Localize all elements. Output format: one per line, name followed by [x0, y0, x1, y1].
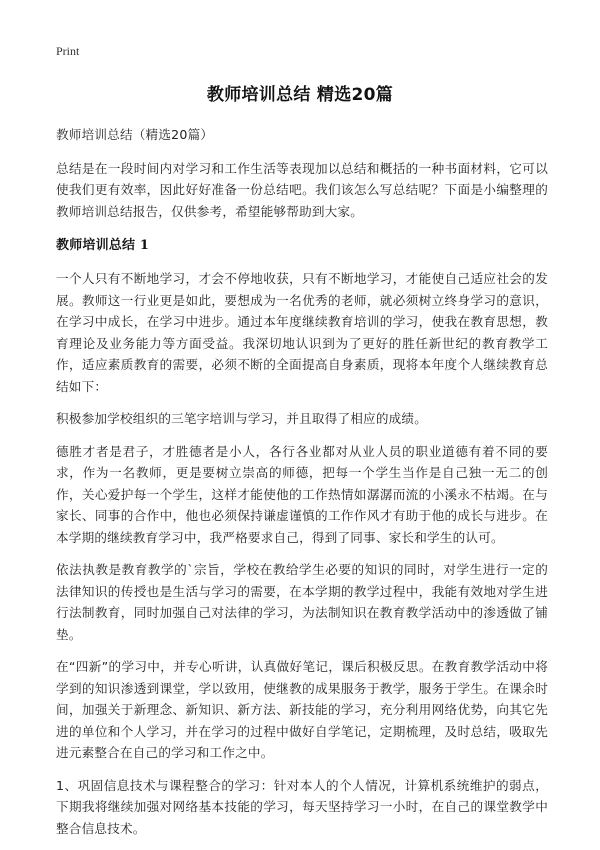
body-paragraph: 一个人只有不断地学习，才会不停地收获，只有不断地学习，才能使自己适应社会的发展。教师这一行业更是如此，要想成为一名优秀的老师，就必须树立终身学习的意识，在学习中成长，在学习中进步。通过本年度继续教育培训的学习，使我在教育思想，教育理论及业务能力等方面受益。我深切地认识到为了更好的胜任新世纪的教育教学工作，适应素质教育的需要，必须不断的全面提高自身素质，现将本年度个人继续教育总结如下：	[56, 271, 548, 394]
body-paragraph: 积极参加学校组织的三笔字培训与学习，并且取得了相应的成绩。	[56, 411, 428, 426]
body-paragraph: 1、巩固信息技术与课程整合的学习：针对本人的个人情况，计算机系统维护的弱点，下期我将继续加强对网络基本技能的学习，每天坚持学习一小时，在自己的课堂教学中整合信息技术。	[56, 777, 548, 836]
section-heading: 教师培训总结 1	[56, 238, 150, 253]
document-subtitle: 教师培训总结（精选20篇）	[56, 127, 214, 142]
body-paragraph: 依法执教是教育教学的`宗旨，学校在教给学生必要的知识的同时，对学生进行一定的法律知识的传授也是生活与学习的需要，在本学期的教学过程中，我能有效地对学生进行法制教育，同时加强自己对法律的学习，为法制知识在教育教学活动中的渗透做了铺垫。	[56, 562, 548, 642]
print-link[interactable]: Print	[56, 44, 80, 58]
document-body	[56, 124, 548, 850]
document-title: 教师培训总结 精选20篇	[206, 85, 394, 105]
intro-paragraph: 总结是在一段时间内对学习和工作生活等表现加以总结和概括的一种书面材料，它可以使我们更有效率，因此好好准备一份总结吧。我们该怎么写总结呢？下面是小编整理的教师培训总结报告，仅供参考，希望能够帮助到大家。	[56, 160, 548, 219]
body-paragraph: 在“四新”的学习中，并专心听讲，认真做好笔记，课后积极反思。在教育教学活动中将学到的知识渗透到课堂，学以致用，使继教的成果服务于教学，服务于学生。在课余时间，加强关于新理念、新知识、新方法、新技能的学习，充分利用网络优势，向其它先进的单位和个人学习，并在学习的过程中做好自学笔记，定期梳理，及时总结，吸取先进元素整合在自己的学习和工作之中。	[56, 659, 548, 760]
body-paragraph: 德胜才者是君子，才胜德者是小人，各行各业都对从业人员的职业道德有着不同的要求，作为一名教师，更是要树立崇高的师德，把每一个学生当作是自己独一无二的创作，关心爱护每一个学生，这样才能使他的工作热情如潺潺而流的小溪永不枯竭。在与家长、同事的合作中，他也必须保持谦虚谨慎的工作作风才有助于他的成长与进步。在本学期的继续教育学习中，我严格要求自己，得到了同事、家长和学生的认可。	[56, 443, 548, 545]
